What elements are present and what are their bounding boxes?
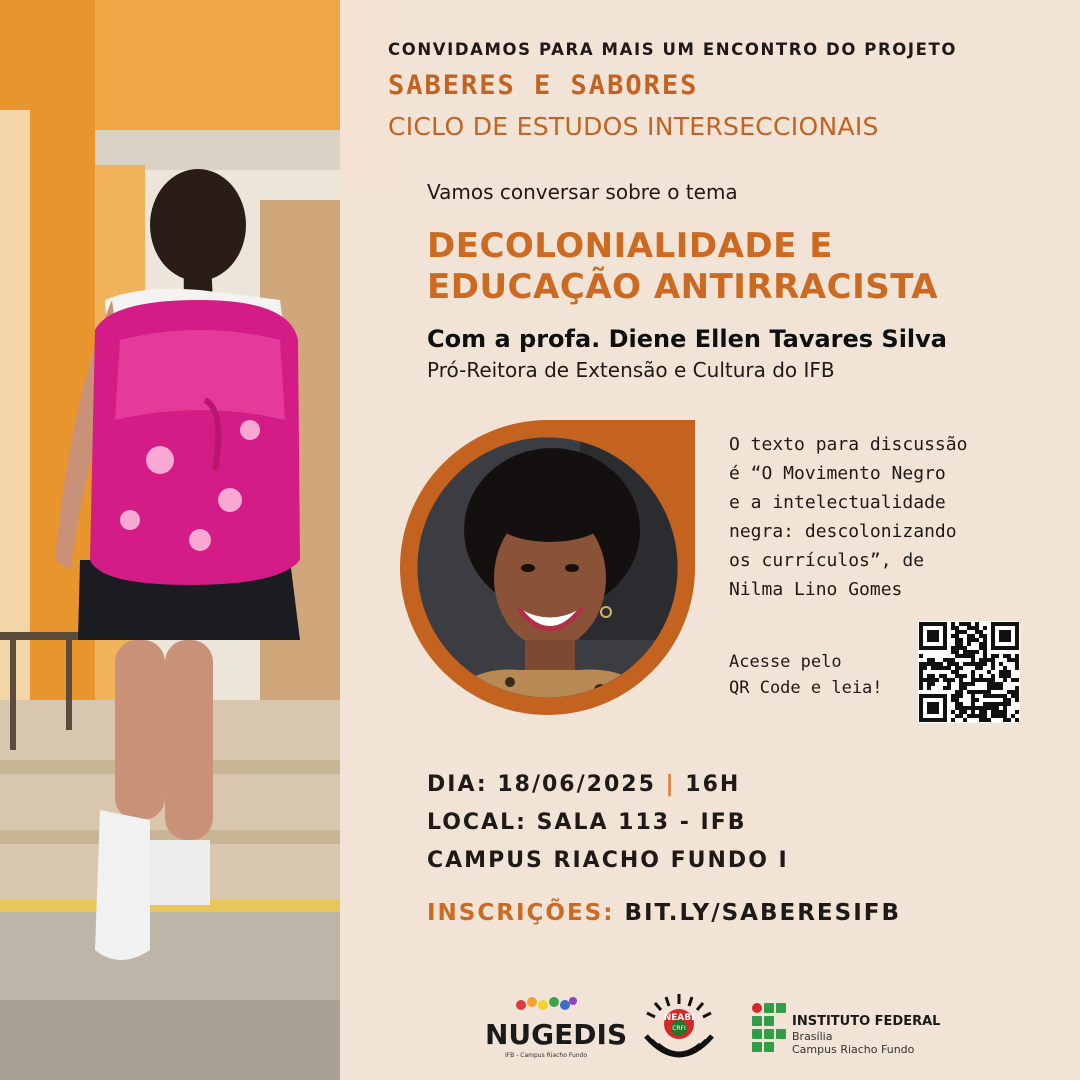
if-grid-icon xyxy=(752,1003,786,1053)
if-name: INSTITUTO FEDERAL xyxy=(792,1014,941,1029)
reading-line: negra: descolonizando xyxy=(729,521,957,542)
invite-kicker: CONVIDAMOS PARA MAIS UM ENCONTRO DO PROJETO xyxy=(388,40,958,59)
event-campus: CAMPUS RIACHO FUNDO I xyxy=(427,848,789,873)
if-campus: Campus Riacho Fundo xyxy=(792,1043,915,1056)
signup-link[interactable]: BIT.LY/SABERESIFB xyxy=(624,900,901,926)
signup-line xyxy=(427,900,901,926)
nugedis-wordmark: NUGEDIS xyxy=(485,1018,628,1051)
topic-intro: Vamos conversar sobre o tema xyxy=(427,180,738,204)
event-date-row xyxy=(427,766,789,804)
topic-title-line: EDUCAÇÃO ANTIRRACISTA xyxy=(427,267,939,307)
nugedis-subtitle: IFB - Campus Riacho Fundo xyxy=(504,1052,588,1059)
speaker-name: Com a profa. Diene Ellen Tavares Silva xyxy=(427,325,947,353)
cover-photo xyxy=(0,0,340,1080)
cycle-title: CICLO DE ESTUDOS INTERSECCIONAIS xyxy=(388,112,879,141)
nugedis-logo xyxy=(485,994,628,1064)
event-date: DIA: 18/06/2025 xyxy=(427,772,656,797)
qr-code[interactable] xyxy=(918,621,1020,723)
if-city: Brasília xyxy=(792,1030,833,1043)
reading-description xyxy=(729,430,1059,604)
reading-line: e a intelectualidade xyxy=(729,492,946,513)
project-title: SABERES E SABORES xyxy=(388,70,699,101)
speaker-portrait xyxy=(400,420,695,715)
date-separator: | xyxy=(665,772,676,797)
reading-line: O texto para discussão xyxy=(729,434,968,455)
neabi-wordmark: NEABI xyxy=(663,1013,695,1023)
flower-dots-icon xyxy=(515,996,577,1012)
reading-line: é “O Movimento Negro xyxy=(729,463,946,484)
signup-label: INSCRIÇÕES: xyxy=(427,900,615,926)
reading-line: Nilma Lino Gomes xyxy=(729,579,903,600)
event-details xyxy=(427,766,789,880)
neabi-subtitle: CRFI xyxy=(672,1025,686,1032)
topic-title xyxy=(427,226,938,308)
instituto-federal-logo xyxy=(752,1003,952,1063)
qr-caption-line: QR Code e leia! xyxy=(729,678,883,698)
topic-title-line: DECOLONIALIDADE E xyxy=(427,226,833,266)
qr-caption-line: Acesse pelo xyxy=(729,652,842,672)
neabi-logo xyxy=(640,992,718,1070)
qr-caption xyxy=(729,649,883,701)
reading-line: os currículos”, de xyxy=(729,550,925,571)
event-time: 16H xyxy=(685,772,741,797)
event-place: LOCAL: SALA 113 - IFB xyxy=(427,810,747,835)
speaker-role: Pró-Reitora de Extensão e Cultura do IFB xyxy=(427,358,835,382)
